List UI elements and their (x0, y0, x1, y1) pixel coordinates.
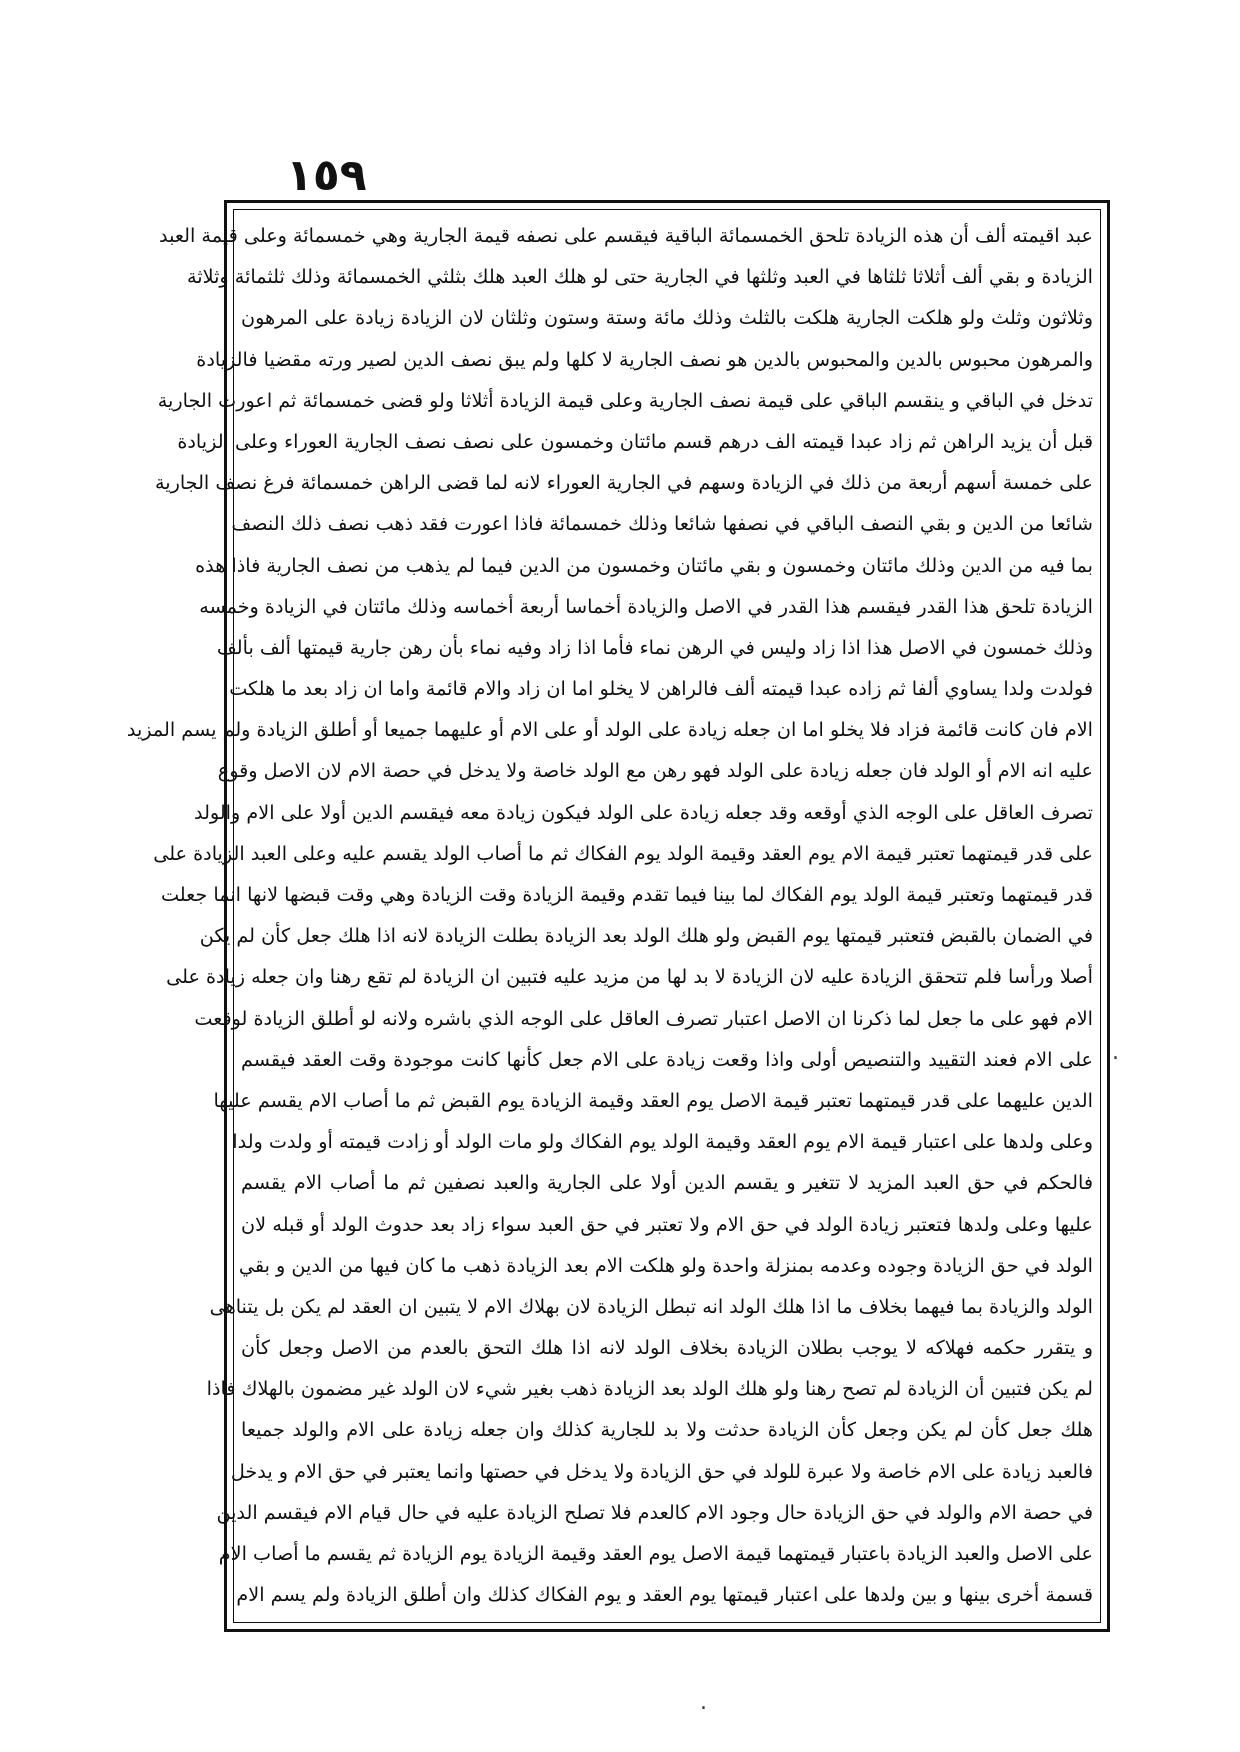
text-line: تصرف العاقل على الوجه الذي أوقعه وقد جعله زيادة على الولد فيكون زيادة معه فيقسم الدين أولا على الام والولد (194, 800, 1093, 824)
text-line: على قدر قيمتهما تعتبر قيمة الام يوم العقد وقيمة الولد يوم الفكاك ثم ما أصاب الولد يقسم عليه وعلى العبد الزيادة على (153, 841, 1093, 865)
text-line: وعلى ولدها على اعتبار قيمة الام يوم العقد وقيمة الولد يوم الفكاك ولو مات الولد أو زادت قيمته أو ولدت ولدا (232, 1130, 1093, 1154)
text-line: أصلا ورأسا فلم تتحقق الزيادة عليه لان الزيادة لا بد لها من مزيد عليه فتبين ان الزيادة لم تقع رهنا وان جعله زيادة على (166, 965, 1093, 989)
text-line: الام فهو على ما جعل لما ذكرنا ان الاصل اعتبار تصرف العاقل على الوجه الذي باشره ولانه لو أطلق الزيادة لوقعت (194, 1006, 1093, 1030)
text-line: الولد والزيادة بما فيهما بخلاف ما اذا هلك الولد انه تبطل الزيادة لان بهلاك الام لا يتبين ان العقد لم يكن بل يتناهى (209, 1294, 1093, 1318)
text-line: فالعبد زيادة على الام خاصة ولا عبرة للولد في حق الزيادة ولا يدخل في حصتها وانما يعتبر في حق الام و يدخل (230, 1459, 1093, 1483)
text-line: الزيادة و بقي ألف أثلاثا ثلثاها في العبد وثلثها في الجارية حتى لو هلك العبد هلك بثلثي الخمسمائة وذلك ثلثمائة وثلاثة (187, 265, 1093, 289)
text-line: في حصة الام والولد في حق الزيادة حال وجود الام كالعدم فلا تصلح الزيادة عليه في حال قيام الام فيقسم الدين (216, 1500, 1093, 1524)
body-text (126, 215, 1093, 1619)
text-line: بما فيه من الدين وذلك مائتان وخمسون و بقي مائتان وخمسون من الدين فيما لم يذهب من نصف الجارية فاذا هذه (195, 553, 1093, 577)
text-line: عليها وعلى ولدها فتعتبر زيادة الولد في حق الام ولا تعتبر في حق العبد سواء زاد بعد حدوث الولد أو قبله لان (241, 1212, 1093, 1236)
text-line: تدخل في الباقي و ينقسم الباقي على قيمة نصف الجارية وعلى قيمة الزيادة أثلاثا ولو قضى خمسمائة ثم اعورت الجارية (157, 388, 1093, 412)
text-line: الولد في حق الزيادة وجوده وعدمه بمنزلة واحدة ولو هلكت الام بعد الزيادة ذهب ما كان فيها من الدين و بقي (238, 1253, 1093, 1277)
text-line: عليه انه الام أو الولد فان جعله زيادة على الولد فهو رهن مع الولد خاصة ولا يدخل في حصة الام لان الاصل وقوع (217, 759, 1093, 783)
text-line: على الاصل والعبد الزيادة باعتبار قيمتهما قيمة الاصل يوم العقد وقيمة الزيادة يوم الزيادة ثم يقسم ما أصاب الام (218, 1542, 1093, 1565)
text-line: قدر قيمتهما وتعتبر قيمة الولد يوم الفكاك لما بينا فيما تقدم وقيمة الزيادة وقت الزيادة وهي وقت قبضها لانها انما جعلت (160, 883, 1093, 906)
text-line: هلك جعل كأن لم يكن وجعل كأن الزيادة حدثت ولا بد للجارية كذلك وان جعله زيادة على الام والولد جميعا (241, 1418, 1093, 1442)
text-line: لم يكن فتبين أن الزيادة لم تصح رهنا ولو هلك الولد بعد الزيادة ذهب بغير شيء لان الولد غير مضمون بالهلاك فاذا (206, 1377, 1093, 1401)
page-number: ١٥٩ (286, 150, 367, 201)
text-frame (126, 200, 1110, 1632)
text-line: فالحكم في حق العبد المزيد لا تتغير و يقسم الدين أولا على الجارية والعبد نصفين ثم ما أصاب الام يقسم (241, 1171, 1093, 1195)
margin-dot: . (700, 1690, 707, 1715)
text-line: والمرهون محبوس بالدين والمحبوس بالدين هو نصف الجارية لا كلها ولم يبق نصف الدين لصير ورته مقضيا فالزيادة (196, 347, 1093, 371)
text-line: شائعا من الدين و بقي النصف الباقي في نصفها شائعا وذلك خمسمائة فاذا اعورت فقد ذهب نصف ذلك النصف (231, 512, 1093, 536)
margin-dot: . (1112, 1040, 1119, 1065)
text-line: عبد اقيمته ألف أن هذه الزيادة تلحق الخمسمائة الباقية فيقسم على نصفه قيمة الجارية وهي خمسمائة وعلى قيمة العبد (159, 224, 1093, 247)
text-line: على الام فعند التقييد والتنصيص أولى واذا وقعت زيادة على الام جعل كأنها كانت موجودة وقت العقد فيقسم (241, 1047, 1093, 1071)
text-line: وذلك خمسون في الاصل هذا اذا زاد وليس في الرهن نماء فأما اذا زاد وفيه نماء بأن رهن جارية قيمتها ألف بألف (216, 635, 1093, 659)
text-line: الام فان كانت قائمة فزاد فلا يخلو اما ان جعله زيادة على الولد أو على الام أو عليهما جميعا أو أطلق الزيادة ولم يسم المزيد (126, 718, 1093, 742)
text-line: وثلاثون وثلث ولو هلكت الجارية هلكت بالثلث وذلك مائة وستة وستون وثلثان لان الزيادة زيادة على المرهون (241, 306, 1093, 330)
text-line: فولدت ولدا يساوي ألفا ثم زاده عبدا قيمته ألف فالراهن لا يخلو اما ان زاد والام قائمة واما ان زاد بعد ما هلكت (229, 677, 1093, 701)
text-line: في الضمان بالقبض فتعتبر قيمتها يوم القبض ولو هلك الولد بعد الزيادة بطلت الزيادة لانه اذا هلك جعل كأن لم يكن (199, 924, 1093, 948)
text-line: و يتقرر حكمه فهلاكه لا يوجب بطلان الزيادة بخلاف الولد لانه اذا هلك التحق بالعدم من الاصل وجعل كأن (241, 1336, 1093, 1360)
text-line: الزيادة تلحق هذا القدر فيقسم هذا القدر في الاصل والزيادة أخماسا أربعة أخماسه وذلك مائتان في الزيادة وخمسه (199, 594, 1093, 618)
text-line: على خمسة أسهم أربعة من ذلك في الزيادة وسهم في الجارية العوراء لانه لما قضى الراهن خمسمائة فرغ نصف الجارية (154, 471, 1093, 495)
text-line: قسمة أخرى بينها و بين ولدها على اعتبار قيمتها يوم العقد و يوم الفكاك كذلك وان أطلق الزيادة ولم يسم الام (236, 1583, 1093, 1607)
text-line: قبل أن يزيد الراهن ثم زاد عبدا قيمته الف درهم قسم مائتان وخمسون على نصف نصف الجارية العوراء وعلى الزيادة (177, 429, 1093, 453)
text-line: الدين عليهما على قدر قيمتهما تعتبر قيمة الاصل يوم العقد وقيمة الزيادة يوم القبض ثم ما أصاب الام يقسم عليها (213, 1088, 1093, 1112)
